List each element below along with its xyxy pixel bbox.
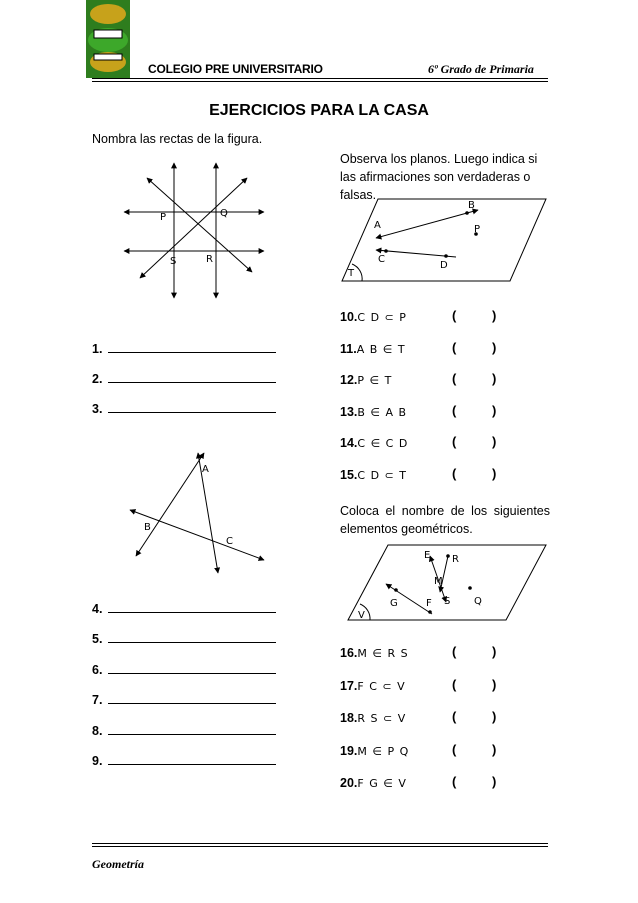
answer-line-7[interactable]: 7. (92, 691, 276, 709)
question-number: 10. (340, 310, 358, 324)
answer-line-4[interactable]: 4. (92, 600, 276, 618)
question-expression: P ∈ T (357, 374, 393, 387)
svg-text:S: S (444, 596, 451, 607)
right-instruction-1: Observa los planos. Luego indica si las afirmaciones son verdaderas o falsas. (340, 152, 538, 202)
school-name: COLEGIO PRE UNIVERSITARIO (148, 62, 323, 76)
svg-text:C: C (378, 254, 385, 265)
label-P: P (160, 212, 167, 223)
answer-paren-close: ) (492, 308, 497, 323)
answer-paren-close: ) (492, 339, 497, 355)
answer-paren-open[interactable]: ( (452, 676, 457, 692)
question-expression: F C ⊂ V (357, 679, 406, 693)
answer-line-3[interactable]: 3. (92, 400, 276, 418)
footer-rule (92, 843, 548, 844)
question-expression: C ∈ C D (357, 437, 409, 450)
svg-text:T: T (348, 268, 355, 279)
question-row (340, 644, 550, 662)
question-number: 13. (340, 404, 358, 419)
footer-rule-thin (92, 846, 548, 847)
answer-line-2[interactable]: 2. (92, 370, 276, 388)
answer-line-5[interactable]: 5. (92, 630, 276, 648)
answer-paren-close: ) (492, 676, 497, 692)
label-R: R (206, 254, 213, 265)
question-row (340, 308, 550, 326)
question-expression: R S ⊂ V (357, 712, 407, 725)
svg-text:A: A (374, 220, 381, 231)
question-expression: M ∈ P Q (357, 744, 410, 758)
answer-paren-close: ) (492, 709, 497, 724)
answer-paren-open[interactable]: ( (452, 339, 457, 355)
answer-paren-open[interactable]: ( (452, 371, 457, 386)
svg-text:R: R (452, 554, 459, 565)
svg-text:M: M (434, 576, 443, 587)
header-rule (92, 78, 548, 79)
question-number: 12. (340, 373, 358, 387)
left-instruction: Nombra las rectas de la figura. (92, 132, 263, 146)
question-number: 11. (340, 341, 357, 356)
question-number: 19. (340, 743, 358, 758)
answer-paren-close: ) (492, 371, 497, 386)
question-number: 18. (340, 711, 358, 725)
line-CD (376, 250, 456, 257)
plane-figure-1 (338, 196, 550, 286)
answer-paren-close: ) (492, 402, 497, 418)
plane-figure-2 (338, 542, 550, 624)
question-expression: F G ∈ V (357, 777, 407, 790)
question-number: 14. (340, 436, 358, 450)
answer-line-8[interactable]: 8. (92, 722, 276, 740)
question-expression: C D ⊂ T (357, 468, 407, 482)
label-C: C (226, 536, 233, 547)
label-Q: Q (220, 208, 228, 219)
svg-text:B: B (468, 200, 475, 211)
question-row (340, 709, 550, 727)
school-logo (80, 0, 136, 78)
line-AB (376, 210, 481, 238)
answer-paren-open[interactable]: ( (452, 709, 457, 724)
answer-paren-open[interactable]: ( (452, 644, 457, 659)
page-title: EJERCICIOS PARA LA CASA (209, 102, 429, 119)
question-expression: B ∈ A B (357, 405, 408, 419)
svg-text:D: D (440, 260, 448, 271)
answer-paren-close: ) (492, 465, 497, 481)
question-row (340, 403, 550, 421)
svg-text:V: V (358, 610, 365, 621)
question-row (340, 340, 550, 358)
question-number: 15. (340, 467, 358, 482)
svg-text:E: E (424, 550, 431, 561)
answer-paren-open[interactable]: ( (452, 308, 457, 323)
answer-line-1[interactable]: 1. (92, 340, 276, 358)
question-row (340, 371, 550, 389)
question-row (340, 742, 550, 760)
label-A: A (202, 464, 209, 475)
svg-text:P: P (474, 224, 481, 235)
question-row (340, 774, 550, 792)
question-row (340, 677, 550, 695)
question-expression: C D ⊂ P (357, 311, 407, 324)
question-number: 17. (340, 678, 358, 693)
question-number: 16. (340, 646, 358, 660)
answer-paren-close: ) (492, 434, 497, 449)
answer-paren-open[interactable]: ( (452, 741, 457, 757)
answer-paren-close: ) (492, 644, 497, 659)
diagonal-line-2 (140, 178, 247, 278)
line-AB (136, 453, 204, 556)
question-expression: A B ∈ T (356, 342, 406, 356)
answer-paren-open[interactable]: ( (452, 465, 457, 481)
label-S: S (170, 256, 177, 267)
question-row (340, 466, 550, 484)
diagonal-line-1 (147, 178, 252, 272)
answer-line-9[interactable]: 9. (92, 752, 276, 770)
lines-figure-2 (124, 448, 274, 578)
answer-paren-close: ) (492, 774, 497, 789)
header-rule-thin (92, 81, 548, 82)
footer-subject: Geometría (92, 857, 144, 871)
answer-paren-open[interactable]: ( (452, 402, 457, 418)
svg-text:G: G (390, 598, 398, 609)
question-expression: M ∈ R S (357, 647, 409, 660)
answer-paren-close: ) (492, 741, 497, 757)
grade-label: 6º Grado de Primaria (428, 62, 534, 76)
svg-text:Q: Q (474, 596, 482, 607)
svg-text:F: F (426, 598, 432, 609)
question-number: 20. (340, 776, 358, 790)
answer-paren-open[interactable]: ( (452, 774, 457, 789)
right-instruction-2: Coloca el nombre de los siguientes elementos geométricos. (340, 504, 550, 536)
question-row (340, 434, 550, 452)
label-B: B (144, 522, 151, 533)
answer-line-6[interactable]: 6. (92, 661, 276, 679)
answer-paren-open[interactable]: ( (452, 434, 457, 449)
lines-figure-1 (112, 158, 272, 308)
